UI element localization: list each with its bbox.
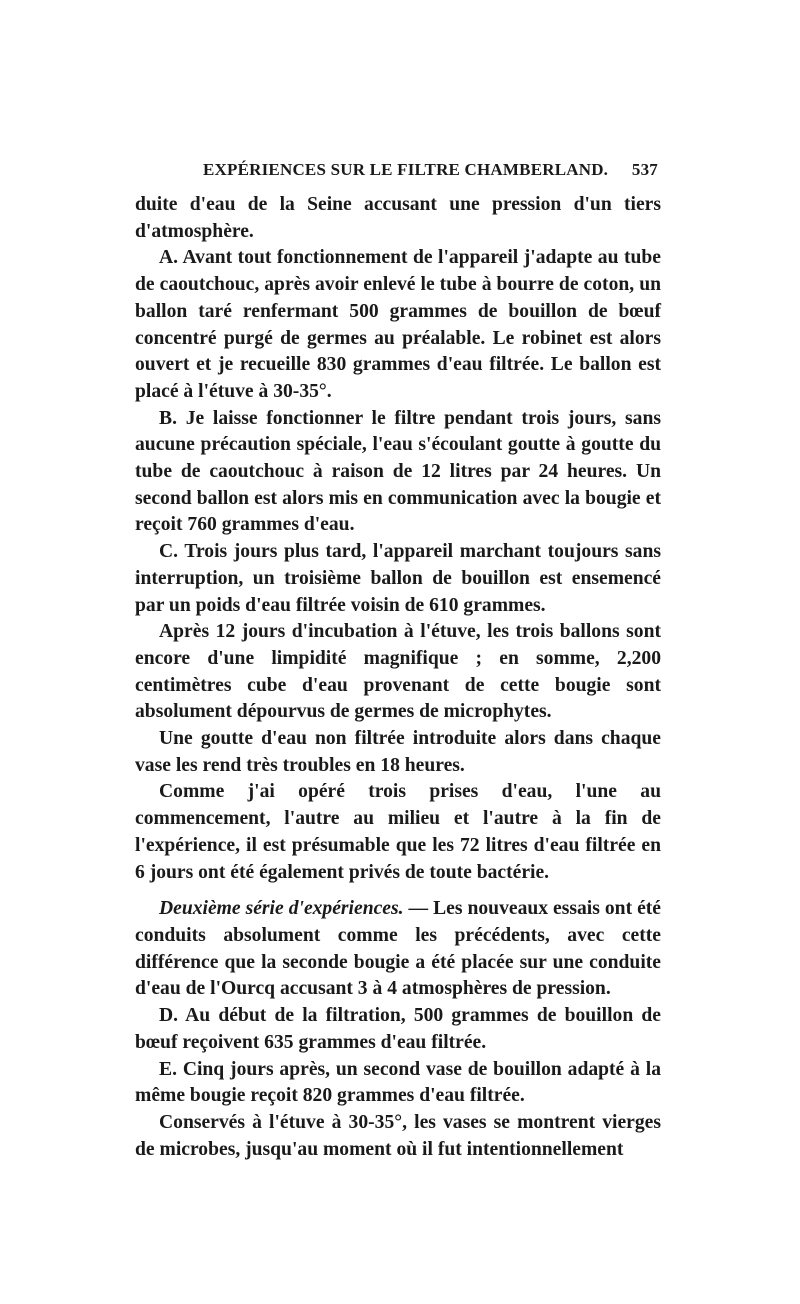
paragraph-experiment-c: C. Trois jours plus tard, l'appareil marchant toujours sans interruption, un troisième ballon de bouillon est ensemencé par un poids d'eau filtrée voisin de 610 grammes. (135, 541, 661, 616)
paragraph-experiment-d: D. Au début de la filtration, 500 grammes de bouillon de bœuf reçoivent 635 grammes d'eau filtrée. (135, 1005, 661, 1053)
paragraph: Conservés à l'étuve à 30-35°, les vases se montrent vierges de microbes, jusqu'au moment où il fut intentionnellement (135, 1111, 661, 1160)
section-text: — Les nouveaux essais ont été conduits absolument comme les précédents, avec cette différence que la seconde bougie a été placée sur une conduite d'eau de l'Ourcq accusant 3 à 4 atmosphères de pression. (135, 898, 662, 1000)
paragraph-experiment-b: B. Je laisse fonctionner le filtre pendant trois jours, sans aucune précaution spéciale, l'eau s'écoulant goutte à goutte du tube de caoutchouc à raison de 12 litres par 24 heures. Un second ballon est alors mis en communication avec la bougie et reçoit 760 grammes d'eau. (135, 407, 661, 536)
paragraph: Comme j'ai opéré trois prises d'eau, l'une au commencement, l'autre au milieu et l'autre à la fin de l'expérience, il est présumable que les 72 litres d'eau filtrée en 6 jours ont été également privés de toute bactérie. (135, 781, 661, 883)
paragraph: Une goutte d'eau non filtrée introduite alors dans chaque vase les rend très troubles en 18 heures. (135, 728, 661, 776)
section-heading: Deuxième série d'expériences. (159, 898, 404, 920)
paragraph: duite d'eau de la Seine accusant une pression d'un tiers d'atmosphère. (135, 194, 661, 242)
paragraph-experiment-e: E. Cinq jours après, un second vase de bouillon adapté à la même bougie reçoit 820 grammes d'eau filtrée. (135, 1058, 661, 1107)
body-text (135, 192, 661, 1163)
section-paragraph (135, 896, 661, 1003)
page-number: 537 (631, 160, 658, 179)
paragraph-experiment-a: A. Avant tout fonctionnement de l'appareil j'adapte au tube de caoutchouc, après avoir enlevé le tube à bourre de coton, un ballon taré renfermant 500 grammes de bouillon de bœuf concentré purgé de germes au préalable. Le robinet est alors ouvert et je recueille 830 grammes d'eau filtrée. Le ballon est placé à l'étuve à 30-35°. (135, 247, 661, 402)
running-title: EXPÉRIENCES SUR LE FILTRE CHAMBERLAND. (203, 160, 609, 179)
paragraph: Après 12 jours d'incubation à l'étuve, les trois ballons sont encore d'une limpidité magnifique ; en somme, 2,200 centimètres cube d'eau provenant de cette bougie sont absolument dépourvus de germes de microphytes. (135, 621, 661, 723)
running-header (203, 160, 658, 188)
